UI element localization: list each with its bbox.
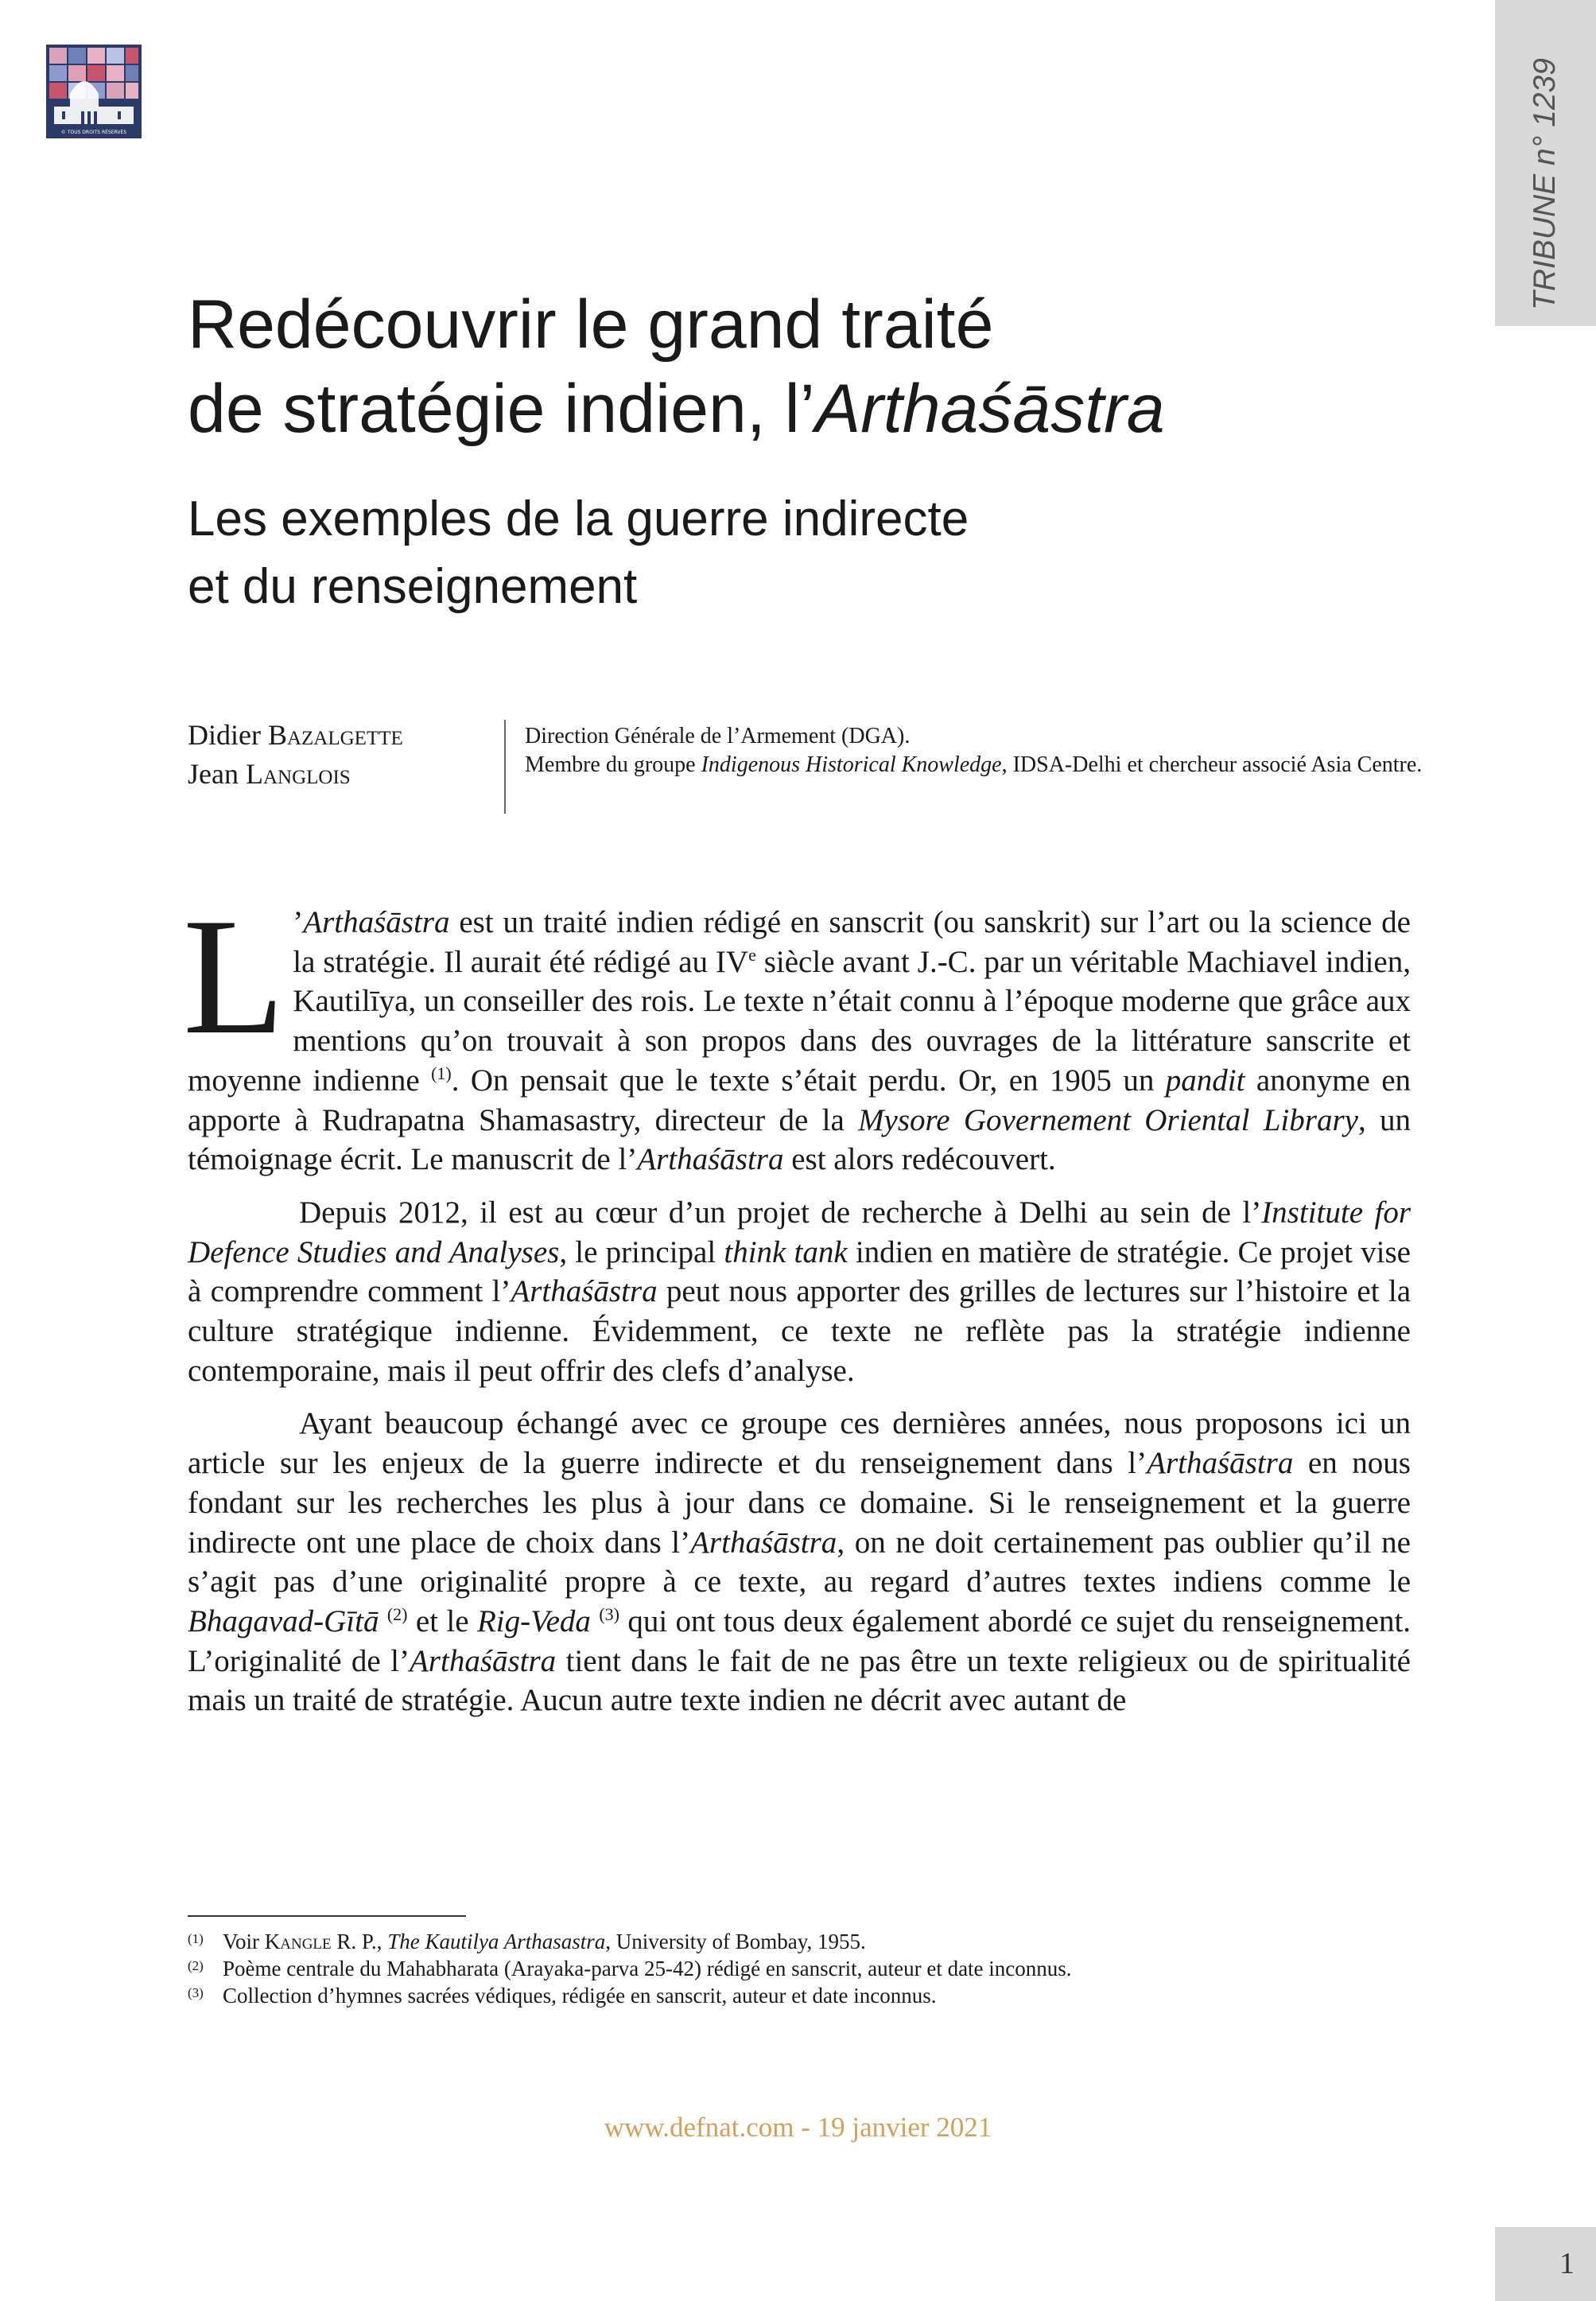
footnote-number: (3): [188, 1985, 204, 2000]
affiliations-block: [525, 722, 1423, 779]
author-1-first: Didier: [188, 719, 261, 751]
title-line-2-italic: Arthaśāstra: [814, 371, 1165, 447]
article-subtitle: [188, 485, 1428, 620]
drop-cap: L: [183, 884, 285, 1069]
revue-logo: [46, 45, 142, 140]
page-number: 1: [1559, 2247, 1575, 2280]
title-line-2: de stratégie indien, l’: [188, 371, 815, 447]
superscript-e: e: [748, 944, 756, 965]
tribune-number: TRIBUNE n° 1239: [1528, 58, 1562, 310]
footer-website-date[interactable]: www.defnat.com - 19 janvier 2021: [604, 2112, 992, 2143]
author-1-last: Bazalgette: [267, 719, 403, 751]
footnote-ref-2[interactable]: (2): [386, 1603, 408, 1624]
logo-caption: © TOUS DROITS RÉSERVÉS: [46, 127, 142, 138]
paragraph-3: Ayant beaucoup échangé avec ce groupe ces dernières années, nous proposons ici un article sur les enjeux de la guerre indirecte et du renseignement dans l’Arthaśāstra en nous fondant sur les recherches les plus à jour dans ce domaine. Si le renseignement et la guerre indirecte ont une place de choix dans l’Arthaśāstra, on ne doit certainement pas oublier qu’il ne s’agit pas d’une originalité propre à ce texte, au regard d’autres textes indiens comme le Bhagavad-Gītā $^{(2)}$ et le Rig-Veda $^{(3)}$ qui ont tous deux également abordé ce sujet du renseignement. L’originalité de l’Arthaśāstra tient dans le fait de ne pas être un texte religieux ou de spiritualité mais un traité de stratégie. Aucun autre texte indien ne décrit avec autant de: [188, 1406, 1412, 1718]
article-title: [188, 282, 1428, 451]
affiliation-divider: [504, 720, 506, 814]
subtitle-line-2: et du renseignement: [188, 559, 638, 614]
paragraph-2: Depuis 2012, il est au cœur d’un projet de recherche à Delhi au sein de l’Institute for Defence Studies and Analyses, le principal think tank indien en matière de stratégie. Ce projet vise à comprendre comment l’Arthaśāstra peut nous apporter des grilles de lectures sur l’histoire et la culture stratégique indienne. Évidemment, ce texte ne reflète pas la stratégie indienne contemporaine, mais il peut offrir des clefs d’analyse.: [188, 1195, 1412, 1388]
subtitle-line-1: Les exemples de la guerre indirecte: [188, 492, 969, 546]
footnote-1: [188, 1928, 1411, 1955]
author-2-first: Jean: [188, 758, 239, 790]
footnote-number: (1): [188, 1931, 204, 1946]
title-line-1: Redécouvrir le grand traité: [188, 286, 994, 363]
footnote-text: Collection d’hymnes sacrées védiques, rédigée en sanscrit, auteur et date inconnus.: [223, 1984, 937, 2008]
affiliation-1: Direction Générale de l’Armement (DGA).: [525, 724, 911, 748]
authors-block: [188, 716, 502, 794]
author-1: [188, 716, 502, 755]
author-2: [188, 755, 502, 794]
footnote-number: (2): [188, 1958, 204, 1973]
footnote-2: [188, 1955, 1411, 1982]
footnote-divider: [188, 1915, 466, 1917]
article-body: [183, 884, 1412, 1734]
footnote-ref-1[interactable]: (1): [431, 1063, 452, 1083]
paragraph-1: L ’Arthaśāstra est un traité indien rédigé en sanscrit (ou sanskrit) sur l’art ou la science de la stratégie. Il aurait été rédigé au IVe siècle avant J.-C. par un véritable Machiavel indien, Kautilīya, un conseiller des rois. Le texte n’était connu à l’époque moderne que grâce aux mentions qu’on trouvait à son propos dans des ouvrages de la littérature sanscrite et moyenne indienne $^{(1)}$. On pensait que le texte s’était perdu. Or, en 1905 un pandit anonyme en apporte à Rudrapatna Shamasastry, directeur de la Mysore Governement Oriental Library, un témoignage écrit. Le manuscrit de l’Arthaśāstra est alors redécouvert.: [183, 884, 1412, 1177]
footnote-ref-3[interactable]: (3): [599, 1603, 619, 1624]
footnotes: [188, 1928, 1411, 2009]
author-2-last: Langlois: [245, 758, 351, 790]
affiliation-2: Membre du groupe Indigenous Historical Knowledge, IDSA-Delhi et chercheur associé Asia Centre.: [525, 752, 1423, 777]
footnote-text: Voir Kangle R. P., The Kautilya Arthasastra, University of Bombay, 1955.: [223, 1930, 866, 1953]
footnote-text: Poème centrale du Mahabharata (Arayaka-parva 25-42) rédigé en sanscrit, auteur et date inconnus.: [223, 1957, 1072, 1980]
footnote-3: [188, 1982, 1411, 2009]
